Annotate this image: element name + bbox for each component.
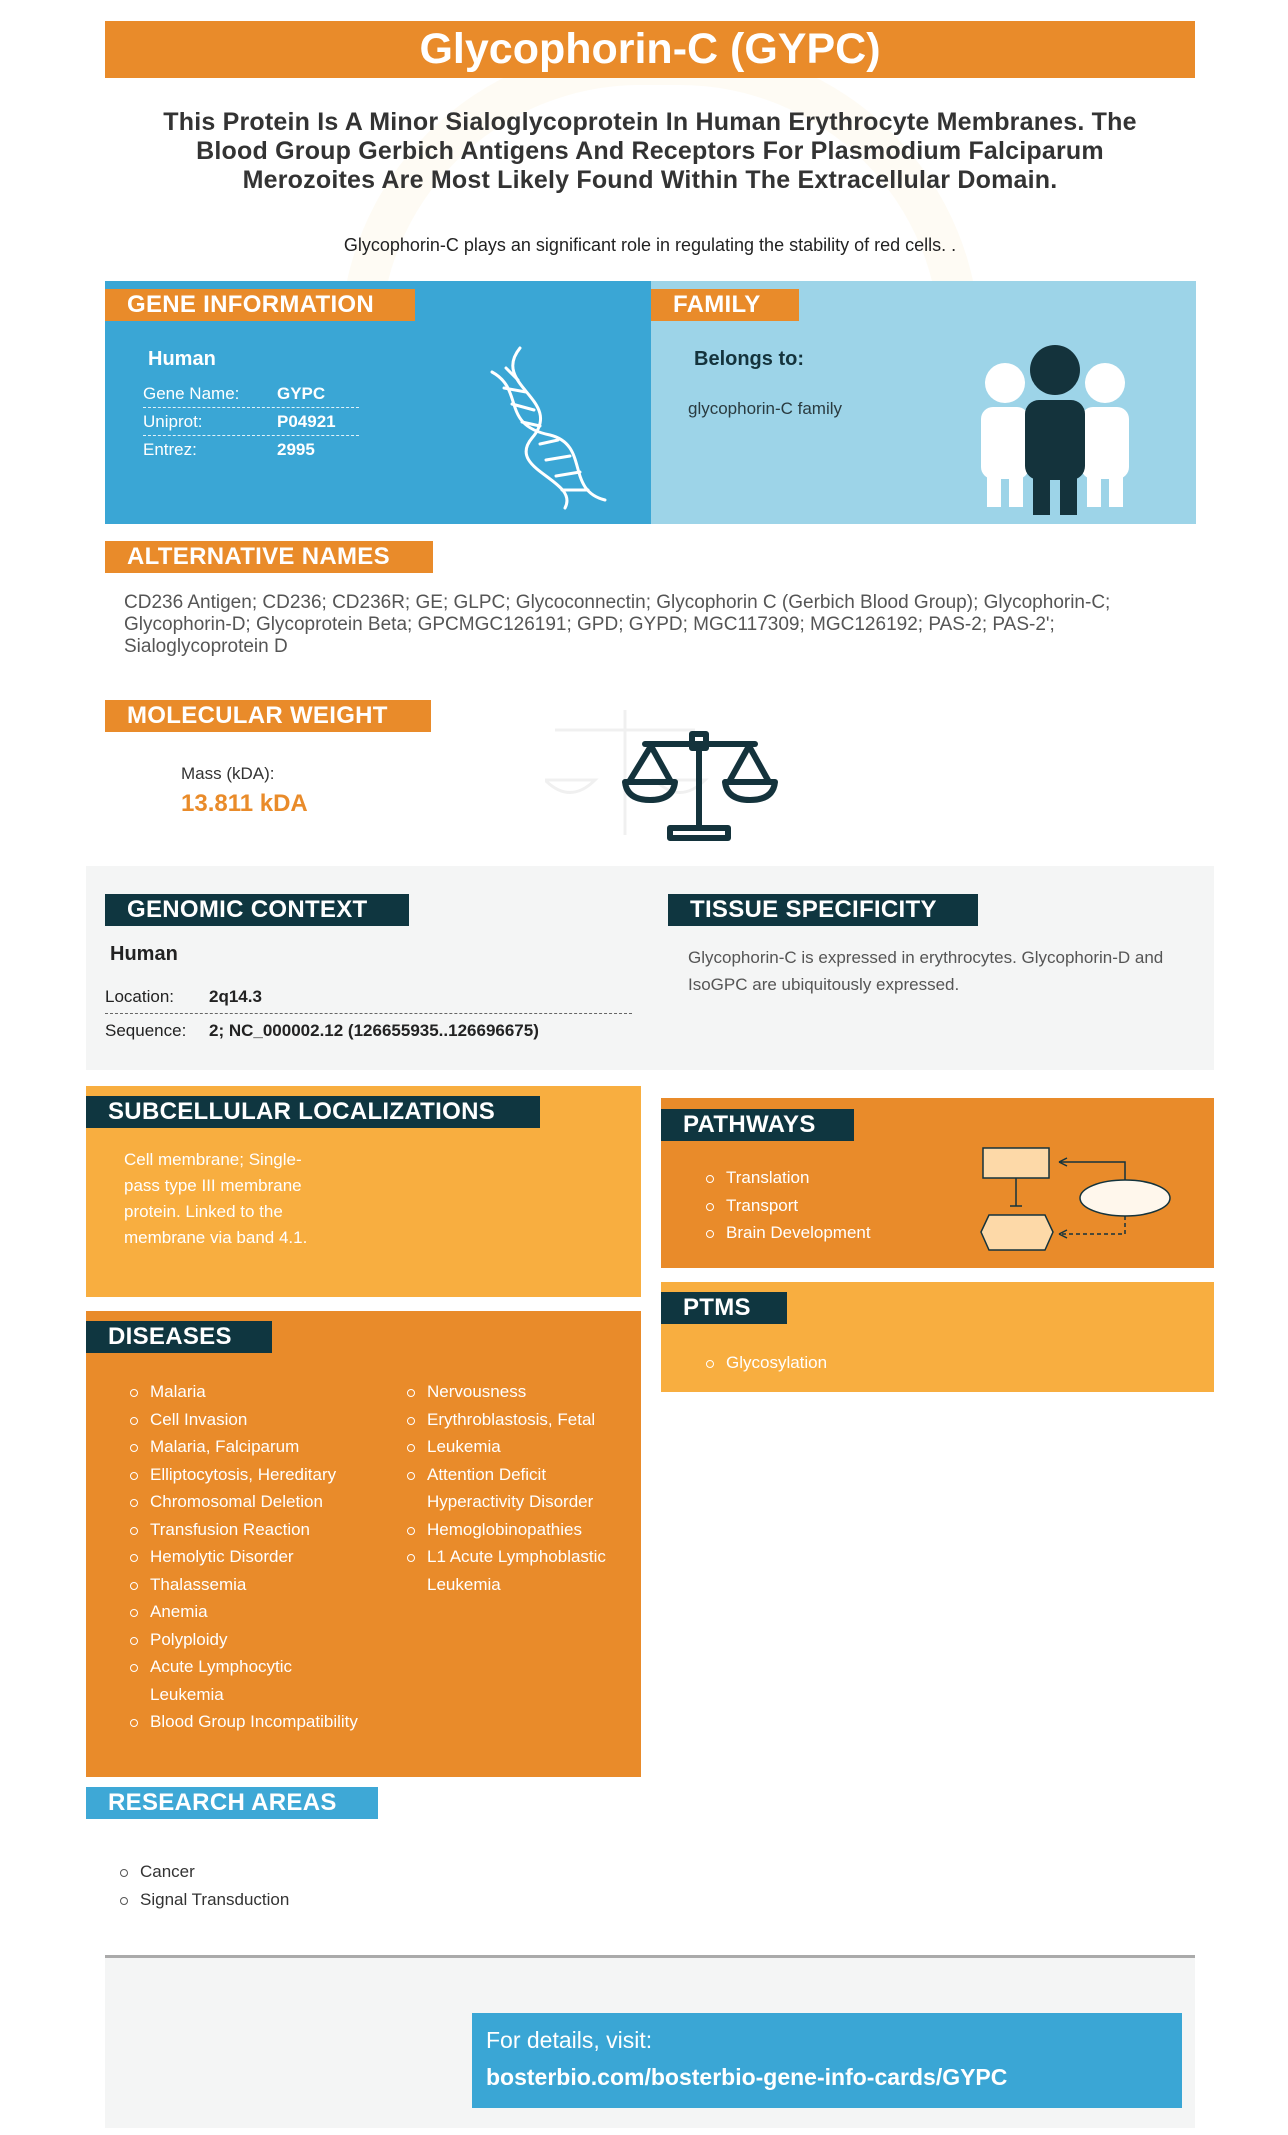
family-heading: FAMILY: [651, 289, 799, 321]
research-areas-list: [114, 1858, 289, 1913]
list-item: Brain Development: [700, 1219, 871, 1247]
genomic-row-location: [105, 980, 632, 1014]
details-url-link[interactable]: bosterbio.com/bosterbio-gene-info-cards/GYPC: [486, 2064, 1008, 2090]
list-item: Chromosomal Deletion: [124, 1488, 364, 1516]
alternative-names-text: CD236 Antigen; CD236; CD236R; GE; GLPC; Glycoconnectin; Glycophorin C (Gerbich Blood Group); Glycophorin-C; Glycophorin-D; Glycoprotein Beta; GPCMGC126191; GPD; GYPD; MGC117309; MGC126192; PAS-2; PAS-2'; Sialoglycoprotein D: [124, 592, 1111, 657]
pathways-list: [700, 1164, 871, 1247]
gene-row-uniprot: [143, 408, 359, 436]
balance-scale-icon: [545, 700, 795, 850]
list-item: Attention Deficit Hyperactivity Disorder: [401, 1461, 633, 1516]
research-areas-heading: RESEARCH AREAS: [86, 1787, 378, 1819]
tissue-specificity-heading: TISSUE SPECIFICITY: [668, 894, 978, 926]
subcellular-heading: SUBCELLULAR LOCALIZATIONS: [86, 1096, 540, 1128]
list-item: Anemia: [124, 1598, 364, 1626]
pathway-diagram-icon: [975, 1140, 1175, 1255]
genomic-species: Human: [110, 943, 178, 965]
diseases-heading: DISEASES: [86, 1321, 272, 1353]
gene-row-value: 2995: [277, 440, 315, 459]
diseases-list-col2: [401, 1378, 633, 1598]
genomic-context-table: [105, 980, 632, 1048]
gene-row-value: P04921: [277, 411, 336, 431]
details-link-box[interactable]: [472, 2013, 1182, 2108]
list-item: Cell Invasion: [124, 1406, 364, 1434]
genomic-row-key: Sequence:: [105, 1021, 187, 1040]
subcellular-text: Cell membrane; Single-pass type III membrane protein. Linked to the membrane via band 4.1.: [124, 1150, 308, 1247]
gene-row-key: Gene Name:: [143, 383, 240, 403]
summary-text: Glycophorin-C plays an significant role in regulating the stability of red cells. .: [343, 235, 957, 255]
genomic-row-value: 2q14.3: [209, 986, 262, 1006]
genomic-context-heading: GENOMIC CONTEXT: [105, 894, 409, 926]
list-item: Acute Lymphocytic Leukemia: [124, 1653, 364, 1708]
list-item: Thalassemia: [124, 1571, 364, 1599]
list-item: Blood Group Incompatibility: [124, 1708, 364, 1736]
list-item: Transport: [700, 1192, 871, 1220]
list-item: Erythroblastosis, Fetal: [401, 1406, 633, 1434]
page-title: Glycophorin-C (GYPC): [105, 21, 1195, 78]
molecular-weight-heading: MOLECULAR WEIGHT: [105, 700, 431, 732]
ptms-heading: PTMS: [661, 1292, 787, 1324]
list-item: Hemoglobinopathies: [401, 1516, 633, 1544]
mass-label: Mass (kDA):: [181, 764, 275, 783]
people-icon: [975, 345, 1135, 515]
gene-row-value: GYPC: [277, 383, 326, 403]
diseases-list-col1: [124, 1378, 364, 1736]
genomic-row-value: 2; NC_000002.12 (126655935..126696675): [209, 1021, 539, 1040]
pathways-heading: PATHWAYS: [661, 1109, 854, 1141]
alternative-names-heading: ALTERNATIVE NAMES: [105, 541, 433, 573]
list-item: Translation: [700, 1164, 871, 1192]
list-item: L1 Acute Lymphoblastic Leukemia: [401, 1543, 633, 1598]
list-item: Transfusion Reaction: [124, 1516, 364, 1544]
list-item: Signal Transduction: [114, 1886, 289, 1914]
family-label: Belongs to:: [694, 348, 804, 370]
dna-icon: [470, 340, 620, 510]
gene-row-key: Entrez:: [143, 440, 197, 459]
tissue-specificity-text: Glycophorin-C is expressed in erythrocytes. Glycophorin-D and IsoGPC are ubiquitously expressed.: [688, 948, 1164, 994]
genomic-row-sequence: [105, 1014, 632, 1048]
list-item: Hemolytic Disorder: [124, 1543, 364, 1571]
gene-row-key: Uniprot:: [143, 411, 203, 431]
gene-species: Human: [148, 348, 216, 370]
gene-info-table: [143, 380, 359, 464]
details-label: For details, visit:: [486, 2027, 653, 2053]
mass-value: 13.811 kDA: [181, 790, 308, 817]
protein-description: This Protein Is A Minor Sialoglycoprotein In Human Erythrocyte Membranes. The Blood Group Gerbich Antigens And Receptors For Plasmodium Falciparum Merozoites Are Most Likely Found Within The Extracellular Domain.: [163, 108, 1137, 194]
list-item: Cancer: [114, 1858, 289, 1886]
list-item: Polyploidy: [124, 1626, 364, 1654]
family-value: glycophorin-C family: [688, 399, 842, 418]
gene-information-heading: GENE INFORMATION: [105, 289, 415, 321]
list-item: Leukemia: [401, 1433, 633, 1461]
gene-row-entrez: [143, 436, 359, 464]
list-item: Nervousness: [401, 1378, 633, 1406]
list-item: Glycosylation: [700, 1349, 827, 1377]
gene-row-name: [143, 380, 359, 408]
genomic-row-key: Location:: [105, 986, 174, 1006]
list-item: Elliptocytosis, Hereditary: [124, 1461, 364, 1489]
list-item: Malaria: [124, 1378, 364, 1406]
ptms-list: [700, 1349, 827, 1377]
list-item: Malaria, Falciparum: [124, 1433, 364, 1461]
